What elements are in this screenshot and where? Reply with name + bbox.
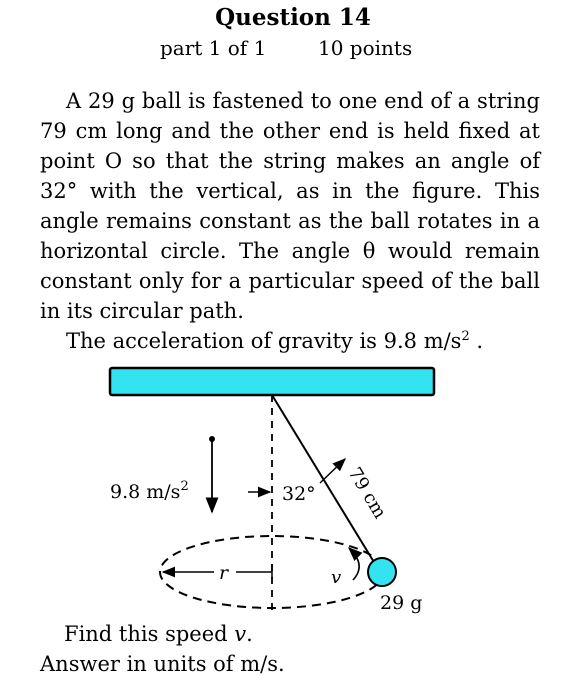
gravity-label-exp: 2: [180, 479, 189, 494]
gravity-suffix: .: [469, 329, 484, 353]
ceiling-bar: [110, 368, 434, 395]
find-text: Find this speed: [64, 622, 235, 646]
velocity-label: v: [331, 567, 342, 588]
angle-label: 32°: [282, 483, 316, 505]
string-length-label: 79 cm: [343, 463, 391, 523]
find-variable: v: [234, 622, 247, 646]
velocity-arrow: [349, 548, 359, 580]
gravity-exponent: 2: [461, 329, 470, 344]
gravity-label-text: 9.8 m/s: [110, 481, 181, 503]
problem-paragraph: A 29 g ball is fastened to one end of a string 79 cm long and the other end is held fixed at point O so that the string makes an angle of 32° with the vertical, as in the figure. This angle remains constant as the ball rotates in a horizontal circle. The angle θ would remain constant only for a particular speed of the ball in its circular path.: [40, 89, 540, 323]
find-suffix: .: [246, 622, 253, 646]
find-instruction: [64, 622, 253, 646]
ball: [368, 558, 396, 586]
answer-units: Answer in units of m/s.: [40, 652, 285, 676]
gravity-text: The acceleration of gravity is 9.8 m/s: [66, 329, 462, 353]
gravity-statement: [66, 326, 540, 356]
mass-label: 29 g: [380, 592, 423, 614]
string-length-arrow: [320, 459, 345, 483]
question-title: Question 14: [215, 4, 371, 31]
points-label: 10 points: [318, 36, 413, 60]
problem-statement: [40, 86, 540, 356]
gravity-label: [110, 479, 189, 503]
conical-pendulum-figure: [0, 355, 586, 625]
radius-label: r: [219, 562, 229, 584]
part-label: part 1 of 1: [160, 36, 267, 60]
